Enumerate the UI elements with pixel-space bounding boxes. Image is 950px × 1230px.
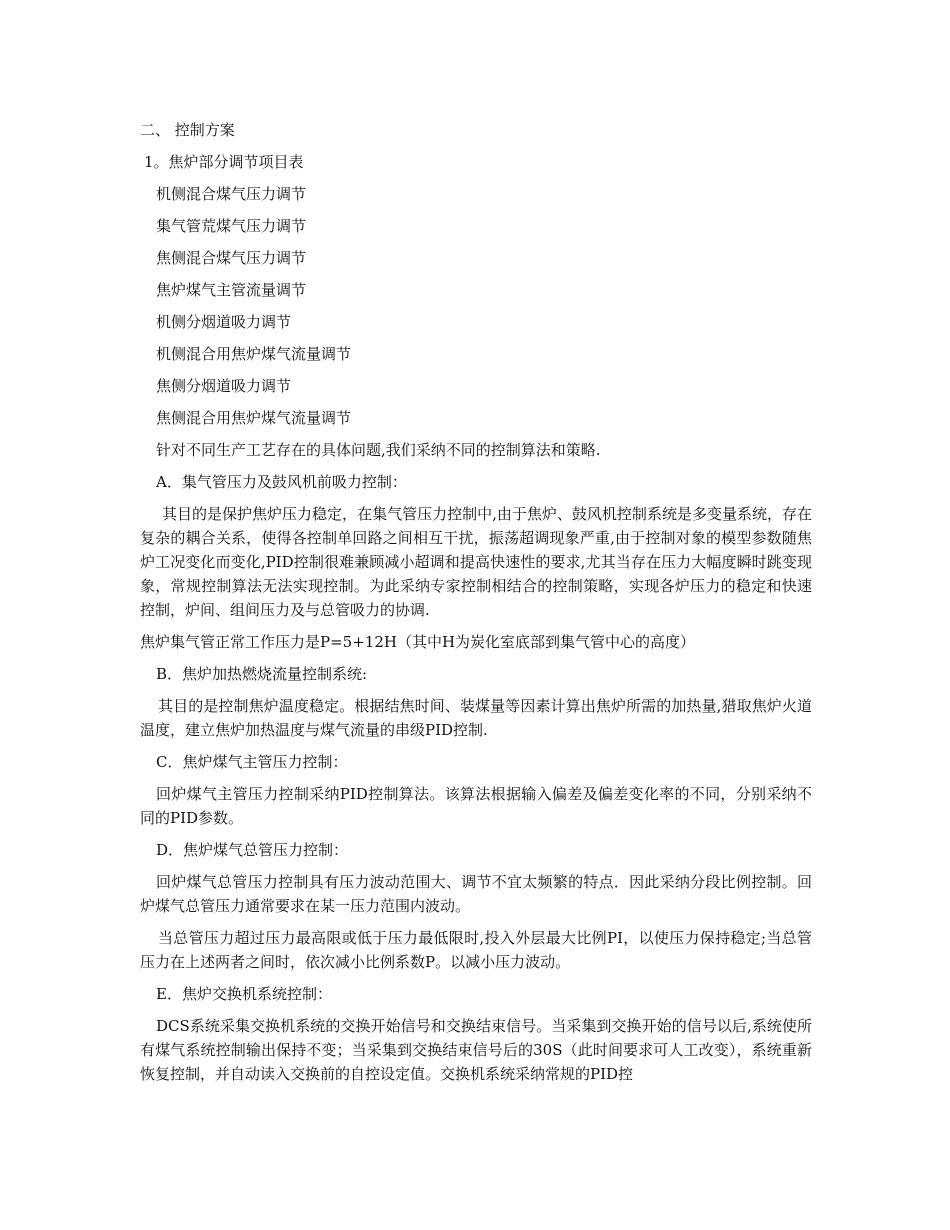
section-heading: 二、 控制方案 [140,121,235,139]
list-item: 焦侧混合用焦炉煤气流量调节 [156,409,352,427]
list-item: 焦侧混合煤气压力调节 [156,249,307,267]
document-body [140,118,812,1094]
list-item: 焦炉煤气主管流量调节 [156,281,307,299]
list-item: 焦侧分烟道吸力调节 [156,377,292,395]
section-d-title: D．焦炉煤气总管压力控制： [156,841,349,859]
section-e-body: DCS系统采集交换机系统的交换开始信号和交换结束信号。当采集到交换开始的信号以后,系统使所有煤气系统控制输出保持不变；当采集到交换结束信号后的30S（此时间要求可人工改变），系统重新恢复控制，并自动读入交换前的自控设定值。交换机系统采纳常规的PID控 [140,1017,812,1083]
section-a-title: A．集气管压力及鼓风机前吸力控制： [156,473,407,491]
section-a-body: 其目的是保护焦炉压力稳定，在集气管压力控制中,由于焦炉、鼓风机控制系统是多变量系统，存在复杂的耦合关系，使得各控制单回路之间相互干扰，振荡超调现象严重,由于控制对象的模型参数随焦炉工况变化而变化,PID控制很难兼顾减小超调和提高快速性的要求,尤其当存在压力大幅度瞬时跳变现象，常规控制算法无法实现控制。为此采纳专家控制相结合的控制策略，实现各炉压力的稳定和快速控制，炉间、组间压力及与总管吸力的协调. [140,505,812,619]
section-subheading: 1。焦炉部分调节项目表 [144,153,304,171]
section-c-title: C．焦炉煤气主管压力控制： [156,753,348,771]
list-item: 机侧混合煤气压力调节 [156,185,307,203]
section-d-body-2: 当总管压力超过压力最高限或低于压力最低限时,投入外层最大比例PI，以使压力保持稳定;当总管压力在上述两者之间时，依次减小比例系数P。以减小压力波动。 [140,929,812,971]
section-c-body: 回炉煤气主管压力控制采纳PID控制算法。该算法根据输入偏差及偏差变化率的不同，分别采纳不同的PID参数。 [140,785,812,827]
section-a-formula: 焦炉集气管正常工作压力是P=5+12H（其中H为炭化室底部到集气管中心的高度） [140,633,696,651]
section-b-title: B．焦炉加热燃烧流量控制系统: [156,665,368,683]
section-e-title: E．焦炉交换机系统控制： [156,985,332,1003]
list-item: 机侧混合用焦炉煤气流量调节 [156,345,352,363]
list-item: 机侧分烟道吸力调节 [156,313,292,331]
list-item: 集气管荒煤气压力调节 [156,217,307,235]
section-b-body: 其目的是控制焦炉温度稳定。根据结焦时间、装煤量等因素计算出焦炉所需的加热量,猎取焦炉火道温度，建立焦炉加热温度与煤气流量的串级PID控制. [140,697,812,739]
section-d-body-1: 回炉煤气总管压力控制具有压力波动范围大、调节不宜太频繁的特点．因此采纳分段比例控制。回炉煤气总管压力通常要求在某一压力范围内波动。 [140,873,812,915]
intro-paragraph: 针对不同生产工艺存在的具体问题,我们采纳不同的控制算法和策略. [156,441,601,459]
